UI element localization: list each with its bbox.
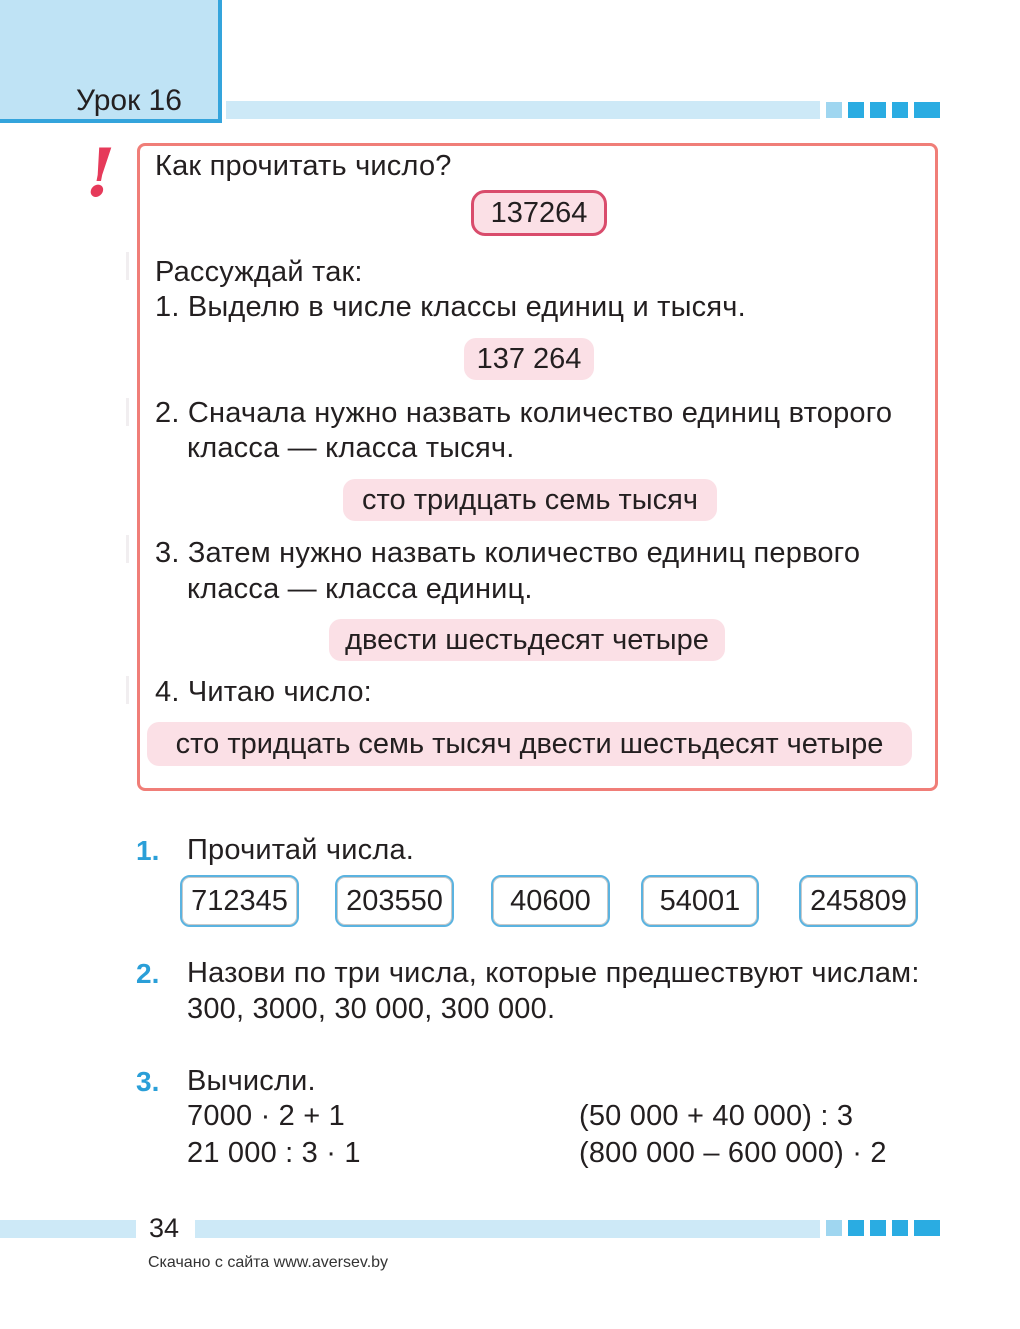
exercise-3-number: 3.: [136, 1066, 160, 1097]
rule-number: 137264: [471, 190, 607, 236]
exclamation-icon: !: [86, 134, 115, 212]
rule-step-4: 4. Читаю число:: [155, 676, 372, 708]
header-band: [226, 101, 820, 119]
header-square: [914, 102, 940, 118]
header-square: [870, 102, 886, 118]
divider: [126, 535, 129, 563]
divider: [126, 676, 129, 704]
footer-square: [870, 1220, 886, 1236]
number-box: 54001: [641, 875, 759, 927]
number-box: 712345: [180, 875, 299, 927]
header-square: [826, 102, 842, 118]
rule-question: Как прочитать число?: [155, 150, 452, 182]
header-square: [848, 102, 864, 118]
rule-step-1: 1. Выделю в числе классы единиц и тысяч.: [155, 291, 746, 323]
rule-step-1-example: 137 264: [464, 338, 594, 380]
exercise-3-expr-left-2: 21 000 : 3 · 1: [187, 1137, 361, 1169]
exercise-2-line-1: Назови по три числа, которые предшествуют числам:: [187, 957, 920, 989]
footer-band-left: [0, 1220, 136, 1238]
exercise-2-number: 2.: [136, 958, 160, 989]
rule-intro: Рассуждай так:: [155, 256, 363, 288]
footer-square: [914, 1220, 940, 1236]
divider: [126, 252, 129, 280]
rule-step-4-example: сто тридцать семь тысяч двести шестьдесят четыре: [147, 722, 912, 766]
divider: [126, 398, 129, 426]
header-square: [892, 102, 908, 118]
source-credit: Скачано с сайта www.aversev.by: [148, 1254, 389, 1271]
number-box: 203550: [335, 875, 454, 927]
exercise-1-text: Прочитай числа.: [187, 834, 415, 866]
exercise-3-text: Вычисли.: [187, 1065, 316, 1097]
footer-square: [848, 1220, 864, 1236]
rule-step-2-line-1: 2. Сначала нужно назвать количество единиц второго: [155, 397, 893, 429]
lesson-title: Урок 16: [76, 84, 182, 117]
rule-step-2-line-2: класса — класса тысяч.: [187, 432, 515, 464]
number-box: 40600: [491, 875, 610, 927]
exercise-2-line-2: 300, 3000, 30 000, 300 000.: [187, 993, 556, 1025]
number-box: 245809: [799, 875, 918, 927]
footer-band-right: [195, 1220, 820, 1238]
exercise-3-expr-left-1: 7000 · 2 + 1: [187, 1100, 345, 1132]
rule-step-3-line-2: класса — класса единиц.: [187, 573, 533, 605]
page-number: 34: [149, 1213, 180, 1243]
rule-step-3-line-1: 3. Затем нужно назвать количество единиц первого: [155, 537, 861, 569]
footer-square: [826, 1220, 842, 1236]
exercise-3-expr-right-2: (800 000 – 600 000) · 2: [579, 1137, 887, 1169]
exercise-3-expr-right-1: (50 000 + 40 000) : 3: [579, 1100, 854, 1132]
rule-step-2-example: сто тридцать семь тысяч: [343, 479, 717, 521]
exercise-1-number: 1.: [136, 835, 160, 866]
rule-step-3-example: двести шестьдесят четыре: [329, 619, 725, 661]
footer-square: [892, 1220, 908, 1236]
